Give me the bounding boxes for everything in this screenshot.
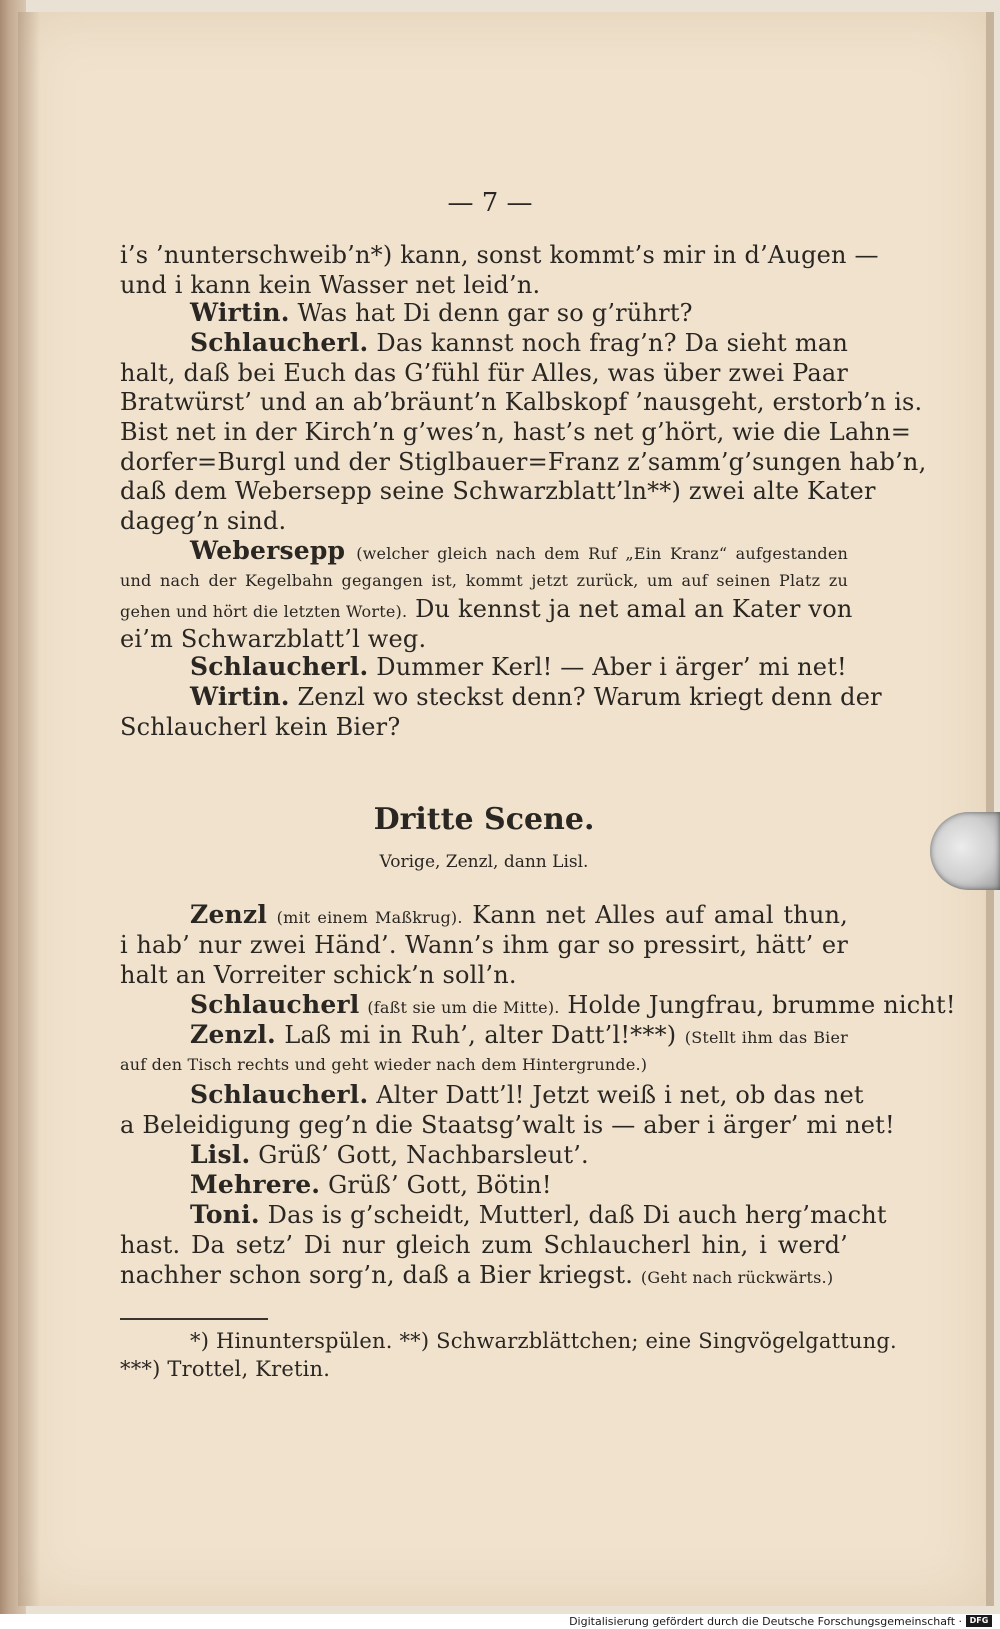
text-line: dorfer=Burgl und der Stiglbauer=Franz z’samm’g’sungen hab’n, xyxy=(120,448,927,476)
speech-text: Laß mi in Ruh’, alter Datt’l!***) xyxy=(284,1021,677,1049)
text-line: Schlaucherl kein Bier? xyxy=(120,713,401,741)
stage-direction: (welcher gleich nach dem Ruf „Ein Kranz“ aufgestanden xyxy=(356,544,848,563)
speech-schlaucherl xyxy=(190,990,956,1023)
speech-text: Alter Datt’l! Jetzt weiß i net, ob das net xyxy=(376,1081,864,1109)
text-line: daß dem Webersepp seine Schwarzblatt’ln**) zwei alte Kater xyxy=(120,477,876,505)
speaker-name: Zenzl. xyxy=(190,1020,276,1049)
speech-wirtin xyxy=(190,298,848,328)
speech-webersepp xyxy=(190,536,848,569)
speech-schlaucherl xyxy=(190,1080,864,1110)
speaker-name: Zenzl xyxy=(190,900,268,929)
speech-text: Das is g’scheidt, Mutterl, daß Di auch herg’macht xyxy=(267,1201,887,1229)
stage-direction: (faßt sie um die Mitte). xyxy=(367,998,560,1017)
speech-text: Dummer Kerl! — Aber i ärger’ mi net! xyxy=(376,653,847,681)
speech-toni xyxy=(190,1200,887,1230)
scene-title: Dritte Scene. xyxy=(373,802,595,837)
footnote-rule xyxy=(120,1318,268,1320)
stage-direction-line: und nach der Kegelbahn gegangen ist, kommt jetzt zurück, um auf seinen Platz zu xyxy=(120,571,848,590)
speech-text: Kann net Alles auf amal thun, xyxy=(472,901,848,929)
footnote-line: *) Hinunterspülen. **) Schwarzblättchen; eine Singvögelgattung. xyxy=(190,1329,897,1353)
speech-wirtin xyxy=(190,682,882,712)
speech-text: Zenzl wo steckst denn? Warum kriegt denn der xyxy=(297,683,882,711)
dfg-logo: DFG xyxy=(966,1615,992,1627)
text-line: ei’m Schwarzblatt’l weg. xyxy=(120,625,427,653)
page-clip-tab xyxy=(930,812,1000,890)
speaker-name: Wirtin. xyxy=(190,298,290,327)
speech-lisl xyxy=(190,1140,848,1170)
page-number: — 7 — xyxy=(447,188,533,218)
stage-direction-line: auf den Tisch rechts und geht wieder nach dem Hintergrunde.) xyxy=(120,1055,648,1074)
stage-direction: (mit einem Maßkrug). xyxy=(276,908,463,927)
footnote-line: ***) Trottel, Kretin. xyxy=(120,1357,331,1381)
speech-zenzl xyxy=(190,1020,848,1053)
text-line: a Beleidigung geg’n die Staatsg’walt is — aber i ärger’ mi net! xyxy=(120,1111,895,1139)
text-line xyxy=(120,1260,848,1293)
speaker-name: Mehrere. xyxy=(190,1170,321,1199)
speech-text: Holde Jungfrau, brumme nicht! xyxy=(567,991,956,1019)
speech-text: Grüß’ Gott, Nachbarsleut’. xyxy=(258,1141,589,1169)
speech-schlaucherl xyxy=(190,652,848,682)
speaker-name: Schlaucherl. xyxy=(190,1080,369,1109)
text-line: i hab’ nur zwei Händ’. Wann’s ihm gar so pressirt, hätt’ er xyxy=(120,931,848,959)
speech-text: Das kannst noch frag’n? Da sieht man xyxy=(376,329,848,357)
spine-shadow xyxy=(18,12,40,1606)
text-line xyxy=(120,594,853,627)
speaker-name: Toni. xyxy=(190,1200,260,1229)
speaker-name: Webersepp xyxy=(190,536,346,565)
speaker-name: Lisl. xyxy=(190,1140,251,1169)
text-line: Bratwürst’ und an ab’bräunt’n Kalbskopf ’nausgeht, erstorb’n is. xyxy=(120,388,923,416)
speech-schlaucherl xyxy=(190,328,848,358)
text-line: halt an Vorreiter schick’n soll’n. xyxy=(120,961,517,989)
speaker-name: Schlaucherl. xyxy=(190,652,369,681)
speech-text: Grüß’ Gott, Bötin! xyxy=(328,1171,552,1199)
speaker-name: Wirtin. xyxy=(190,682,290,711)
speech-text: nachher schon sorg’n, daß a Bier kriegst. xyxy=(120,1261,634,1289)
text-line: Bist net in der Kirch’n g’wes’n, hast’s net g’hört, wie die Lahn= xyxy=(120,418,912,446)
stage-direction: (Geht nach rückwärts.) xyxy=(640,1268,834,1287)
digitization-credit: Digitalisierung gefördert durch die Deutsche Forschungsgemeinschaft · xyxy=(569,1615,962,1628)
stage-direction: gehen und hört die letzten Worte). xyxy=(120,602,408,621)
scene-persons: Vorige, Zenzl, dann Lisl. xyxy=(379,852,589,872)
text-line: und i kann kein Wasser net leid’n. xyxy=(120,271,541,299)
speaker-name: Schlaucherl. xyxy=(190,328,369,357)
text-line: hast. Da setz’ Di nur gleich zum Schlaucherl hin, i werd’ xyxy=(120,1231,848,1259)
speech-text: Was hat Di denn gar so g’rührt? xyxy=(297,299,693,327)
stage-direction: (Stellt ihm das Bier xyxy=(684,1028,848,1047)
speaker-name: Schlaucherl xyxy=(190,990,360,1019)
speech-text: Du kennst ja net amal an Kater von xyxy=(415,595,853,623)
text-line: i’s ’nunterschweib’n*) kann, sonst kommt’s mir in d’Augen — xyxy=(120,241,879,269)
text-line: dageg’n sind. xyxy=(120,507,287,535)
text-line: halt, daß bei Euch das G’fühl für Alles, was über zwei Paar xyxy=(120,359,849,387)
speech-mehrere xyxy=(190,1170,848,1200)
speech-zenzl xyxy=(190,900,848,933)
